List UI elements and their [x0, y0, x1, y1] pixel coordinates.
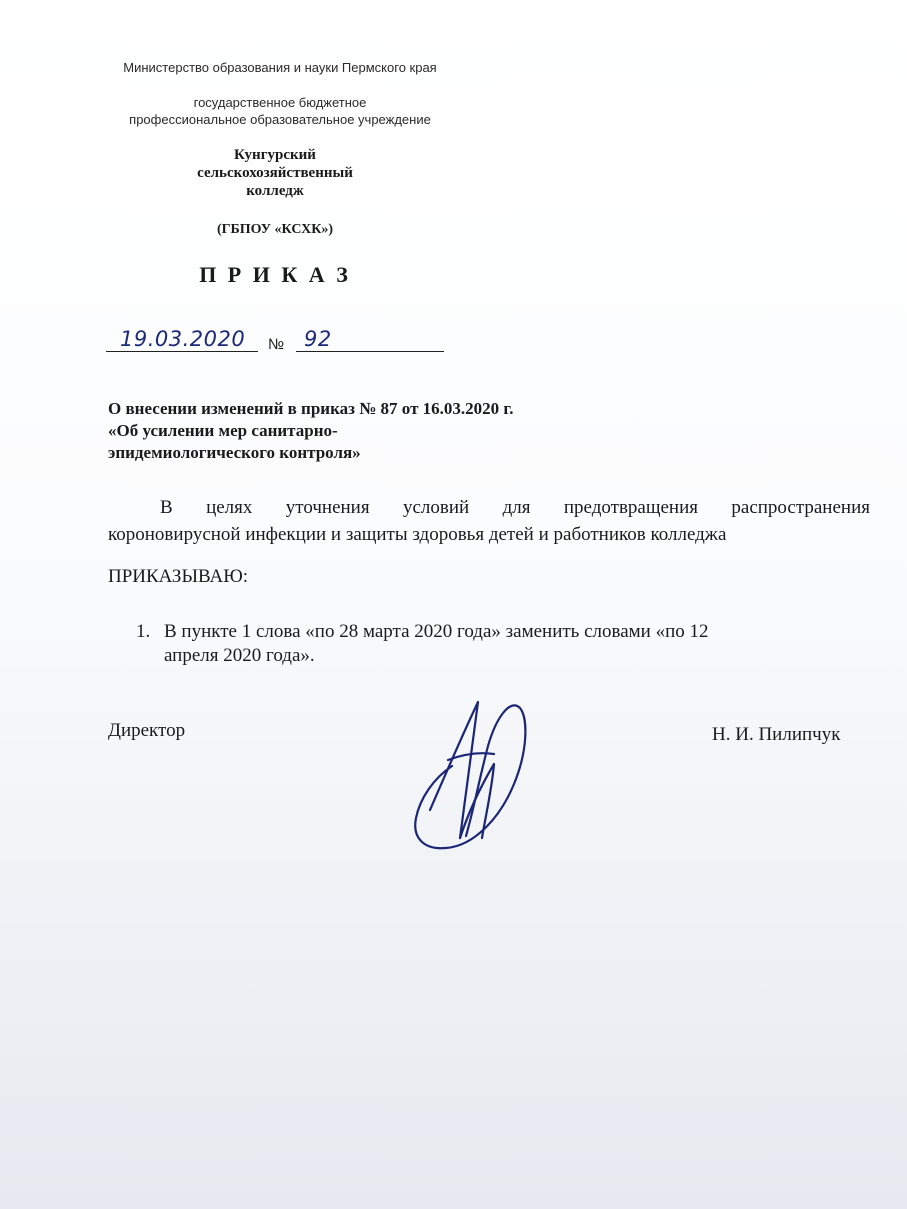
document-title: П Р И К А З	[199, 262, 351, 287]
number-field	[296, 326, 444, 352]
ministry-name: Министерство образования и науки Пермского края	[123, 60, 437, 75]
org-type-line1: государственное бюджетное	[193, 95, 367, 110]
preamble-line2: короновирусной инфекции и защиты здоровья детей и работников колледжа	[108, 524, 727, 545]
subject-line1: О внесении изменений в приказ № 87 от 16.03.2020 г.	[108, 399, 514, 418]
org-type-line2: профессиональное образовательное учреждение	[129, 112, 431, 127]
handwritten-signature	[404, 688, 540, 860]
signatory-name: Н. И. Пилипчук	[712, 724, 841, 745]
number-label: №	[268, 336, 285, 353]
subject-line3: эпидемиологического контроля»	[108, 443, 361, 462]
number-value: 92	[304, 327, 332, 351]
college-name-line2: сельскохозяйственный	[197, 165, 353, 181]
college-name	[60, 146, 490, 200]
signatory-position: Директор	[108, 720, 186, 741]
list-item	[136, 620, 856, 668]
item-number: 1.	[136, 621, 151, 642]
order-word: ПРИКАЗЫВАЮ:	[108, 566, 249, 587]
order-items	[136, 620, 856, 668]
college-abbreviation: (ГБПОУ «КСХК»)	[216, 222, 334, 237]
item-text-line1: В пункте 1 слова «по 28 марта 2020 года» заменить словами «по 12	[164, 621, 709, 642]
date-field	[106, 326, 258, 352]
preamble-line1: В целях уточнения условий для предотвращения распространения	[160, 497, 870, 518]
college-name-line1: Кунгурский	[234, 147, 316, 163]
preamble	[108, 494, 870, 548]
date-value: 19.03.2020	[120, 327, 246, 351]
subject-line2: «Об усилении мер санитарно-	[108, 421, 338, 440]
item-text-line2: апреля 2020 года».	[164, 645, 315, 666]
college-name-line3: колледж	[246, 183, 304, 199]
order-subject	[108, 398, 513, 464]
